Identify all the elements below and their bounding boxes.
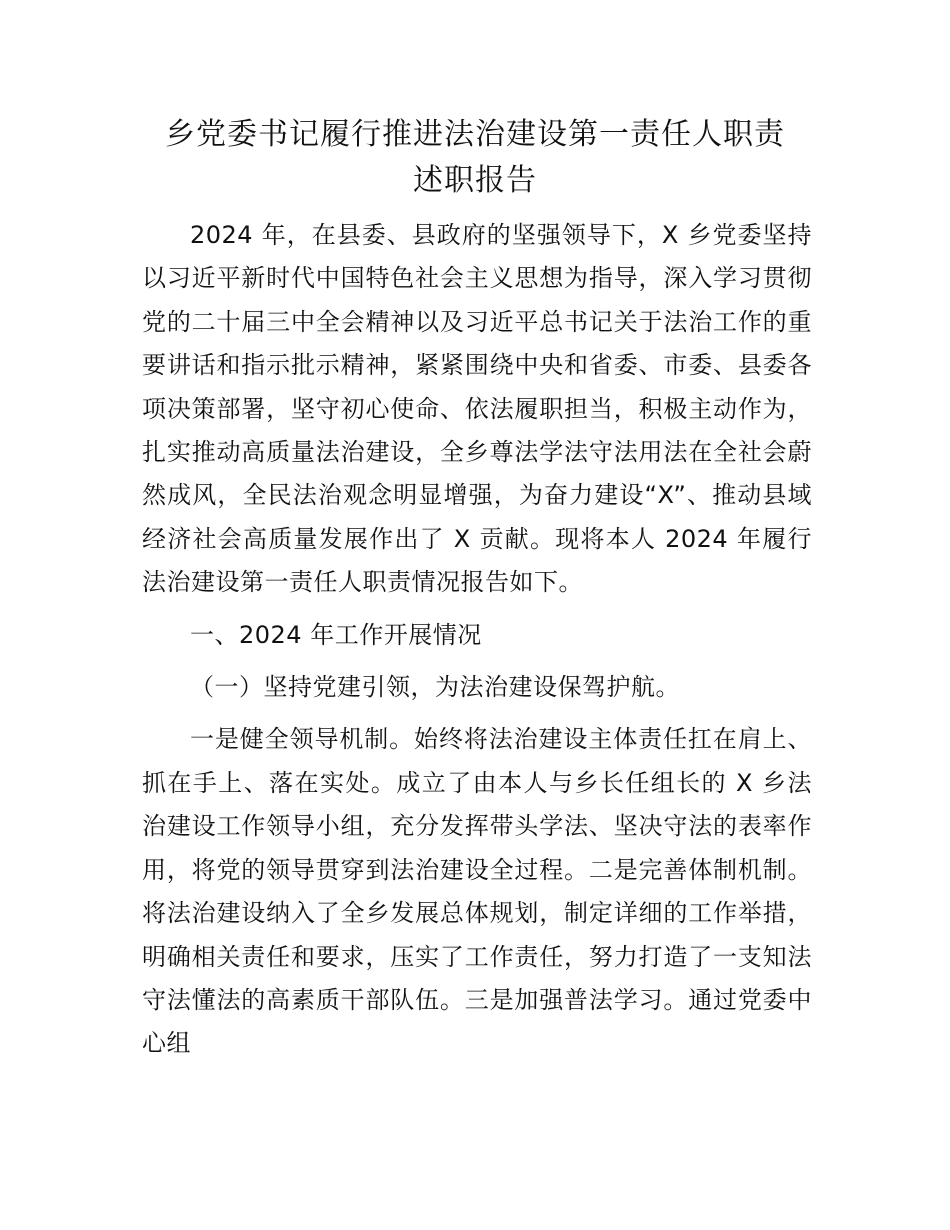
title-line-2: 述职报告 — [413, 163, 537, 198]
document-title — [142, 112, 808, 204]
section-heading: 一、2024 年工作开展情况 — [190, 620, 482, 649]
body-paragraph: 一是健全领导机制。始终将法治建设主体责任扛在肩上、抓在手上、落在实处。成立了由本人与乡长任组长的 X 乡法治建设工作领导小组，充分发挥带头学法、坚决守法的表率作用，将党的领导贯穿到法治建设全过程。二是完善体制机制。将法治建设纳入了全乡发展总体规划，制定详细的工作举措，明确相关责任和要求，压实了工作责任，努力打造了一支知法守法懂法的高素质干部队伍。三是加强普法学习。通过党委中心组 — [142, 725, 812, 1058]
intro-paragraph: 2024 年，在县委、县政府的坚强领导下，X 乡党委坚持以习近平新时代中国特色社会主义思想为指导，深入学习贯彻党的二十届三中全会精神以及习近平总书记关于法治工作的重要讲话和指示批示精神，紧紧围绕中央和省委、市委、县委各项决策部署，坚守初心使命、依法履职担当，积极主动作为，扎实推动高质量法治建设，全乡尊法学法守法用法在全社会蔚然成风，全民法治观念明显增强，为奋力建设“X”、推动县域经济社会高质量发展作出了 X 贡献。现将本人 2024 年履行法治建设第一责任人职责情况报告如下。 — [142, 221, 812, 597]
subsection-heading: （一）坚持党建引领，为法治建设保驾护航。 — [190, 673, 680, 702]
title-line-1: 乡党委书记履行推进法治建设第一责任人职责 — [165, 117, 785, 152]
document-body — [142, 214, 812, 1066]
